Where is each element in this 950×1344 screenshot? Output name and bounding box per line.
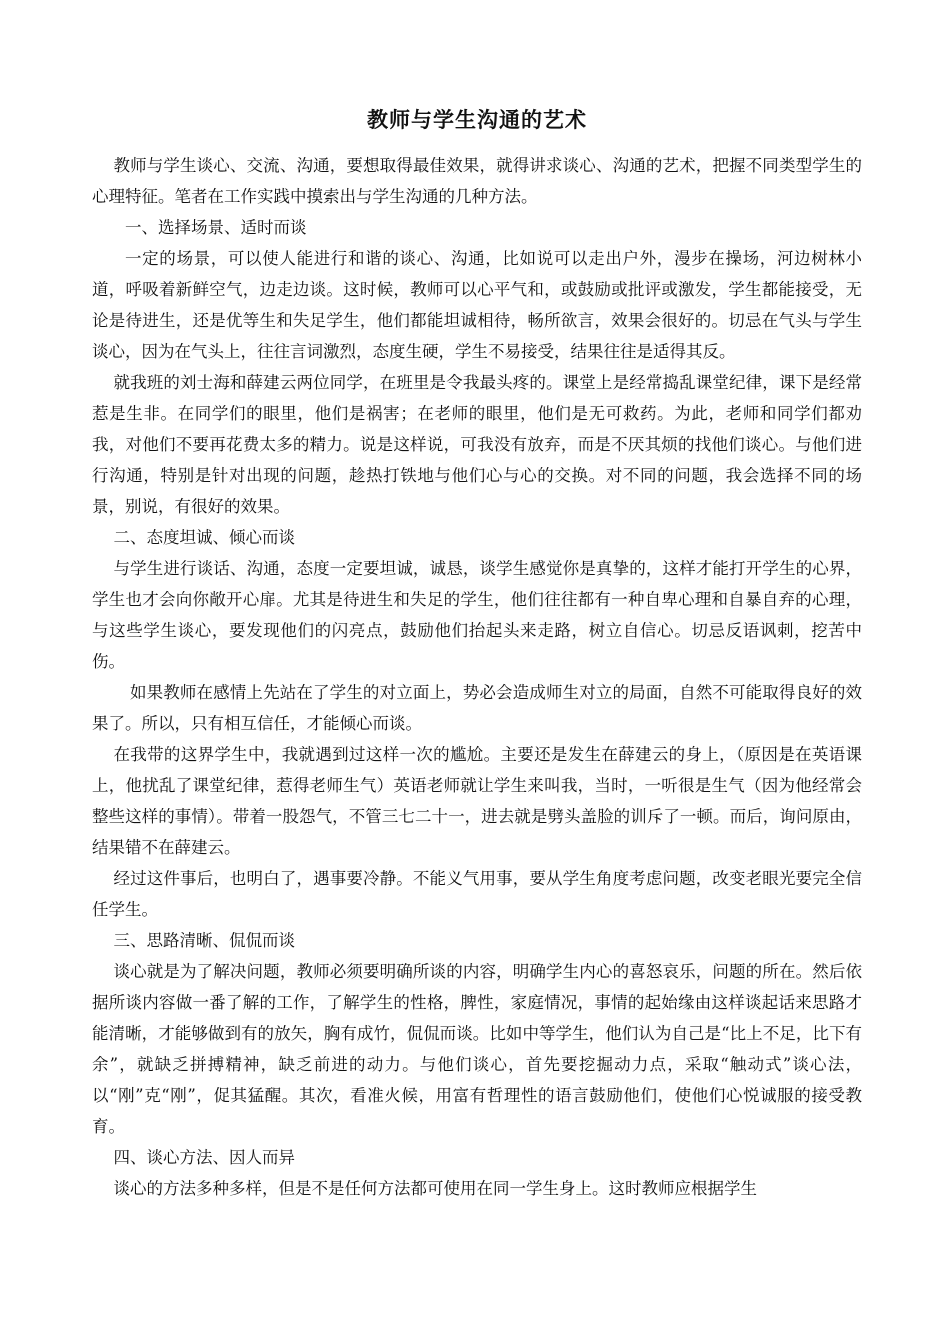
section-1-paragraph-1: 一定的场景，可以使人能进行和谐的谈心、沟通，比如说可以走出户外，漫步在操场，河边树林小道，呼吸着新鲜空气，边走边谈。这时候，教师可以心平气和，或鼓励或批评或激发，学生都能接受，无论是待进生，还是优等生和失足学生，他们都能坦诚相待，畅所欲言，效果会很好的。切忌在气头与学生谈心，因为在气头上，往往言词激烈，态度生硬，学生不易接受，结果往往是适得其反。 — [92, 249, 862, 361]
section-1-heading: 一、选择场景、适时而谈 — [125, 218, 307, 237]
document-title: 教师与学生沟通的艺术 — [367, 107, 587, 132]
section-4-paragraph-1: 谈心的方法多种多样，但是不是任何方法都可使用在同一学生身上。这时教师应根据学生 — [113, 1179, 757, 1198]
section-3-heading: 三、思路清晰、侃侃而谈 — [113, 931, 295, 950]
section-2-paragraph-3: 在我带的这界学生中，我就遇到过这样一次的尴尬。主要还是发生在薛建云的身上，（原因是在英语课上，他扰乱了课堂纪律，惹得老师生气）英语老师就让学生来叫我，当时，一听很是生气（因为他经常会整些这样的事情）。带着一股怨气，不管三七二十一，进去就是劈头盖脸的训斥了一顿。而后，询问原由，结果错不在薛建云。 — [92, 745, 862, 857]
section-2-paragraph-4: 经过这件事后，也明白了，遇事要冷静。不能义气用事，要从学生角度考虑问题，改变老眼光要完全信任学生。 — [92, 869, 862, 919]
section-2-paragraph-2: 如果教师在感情上先站在了学生的对立面上，势必会造成师生对立的局面，自然不可能取得良好的效果了。所以，只有相互信任，才能倾心而谈。 — [92, 683, 862, 733]
document-page — [92, 100, 862, 1204]
section-3-paragraph-1: 谈心就是为了解决问题，教师必须要明确所谈的内容，明确学生内心的喜怒哀乐，问题的所在。然后依据所谈内容做一番了解的工作，了解学生的性格，脾性，家庭情况，事情的起始缘由这样谈起话来思路才能清晰，才能够做到有的放矢，胸有成竹，侃侃而谈。比如中等学生，他们认为自己是“比上不足，比下有余”，就缺乏拼搏精神，缺乏前进的动力。与他们谈心，首先要挖掘动力点，采取“触动式”谈心法，以“刚”克“刚”，促其猛醒。其次，看准火候，用富有哲理性的语言鼓励他们，使他们心悦诚服的接受教育。 — [92, 962, 862, 1136]
section-2-heading: 二、态度坦诚、倾心而谈 — [113, 528, 295, 547]
section-4-heading: 四、谈心方法、因人而异 — [113, 1148, 295, 1167]
intro-paragraph: 教师与学生谈心、交流、沟通，要想取得最佳效果，就得讲求谈心、沟通的艺术，把握不同类型学生的心理特征。笔者在工作实践中摸索出与学生沟通的几种方法。 — [92, 156, 862, 206]
section-1-paragraph-2: 就我班的刘士海和薛建云两位同学，在班里是令我最头疼的。课堂上是经常捣乱课堂纪律，课下是经常惹是生非。在同学们的眼里，他们是祸害；在老师的眼里，他们是无可救药。为此，老师和同学们都劝我，对他们不要再花费太多的精力。说是这样说，可我没有放弃，而是不厌其烦的找他们谈心。与他们进行沟通，特别是针对出现的问题，趁热打铁地与他们心与心的交换。对不同的问题，我会选择不同的场景，别说，有很好的效果。 — [92, 373, 862, 516]
section-2-paragraph-1: 与学生进行谈话、沟通，态度一定要坦诚，诚恳，谈学生感觉你是真挚的，这样才能打开学生的心界，学生也才会向你敞开心扉。尤其是待进生和失足的学生，他们往往都有一种自卑心理和自暴自弃的心理，与这些学生谈心，要发现他们的闪亮点，鼓励他们抬起头来走路，树立自信心。切忌反语讽刺，挖苦中伤。 — [92, 559, 862, 671]
